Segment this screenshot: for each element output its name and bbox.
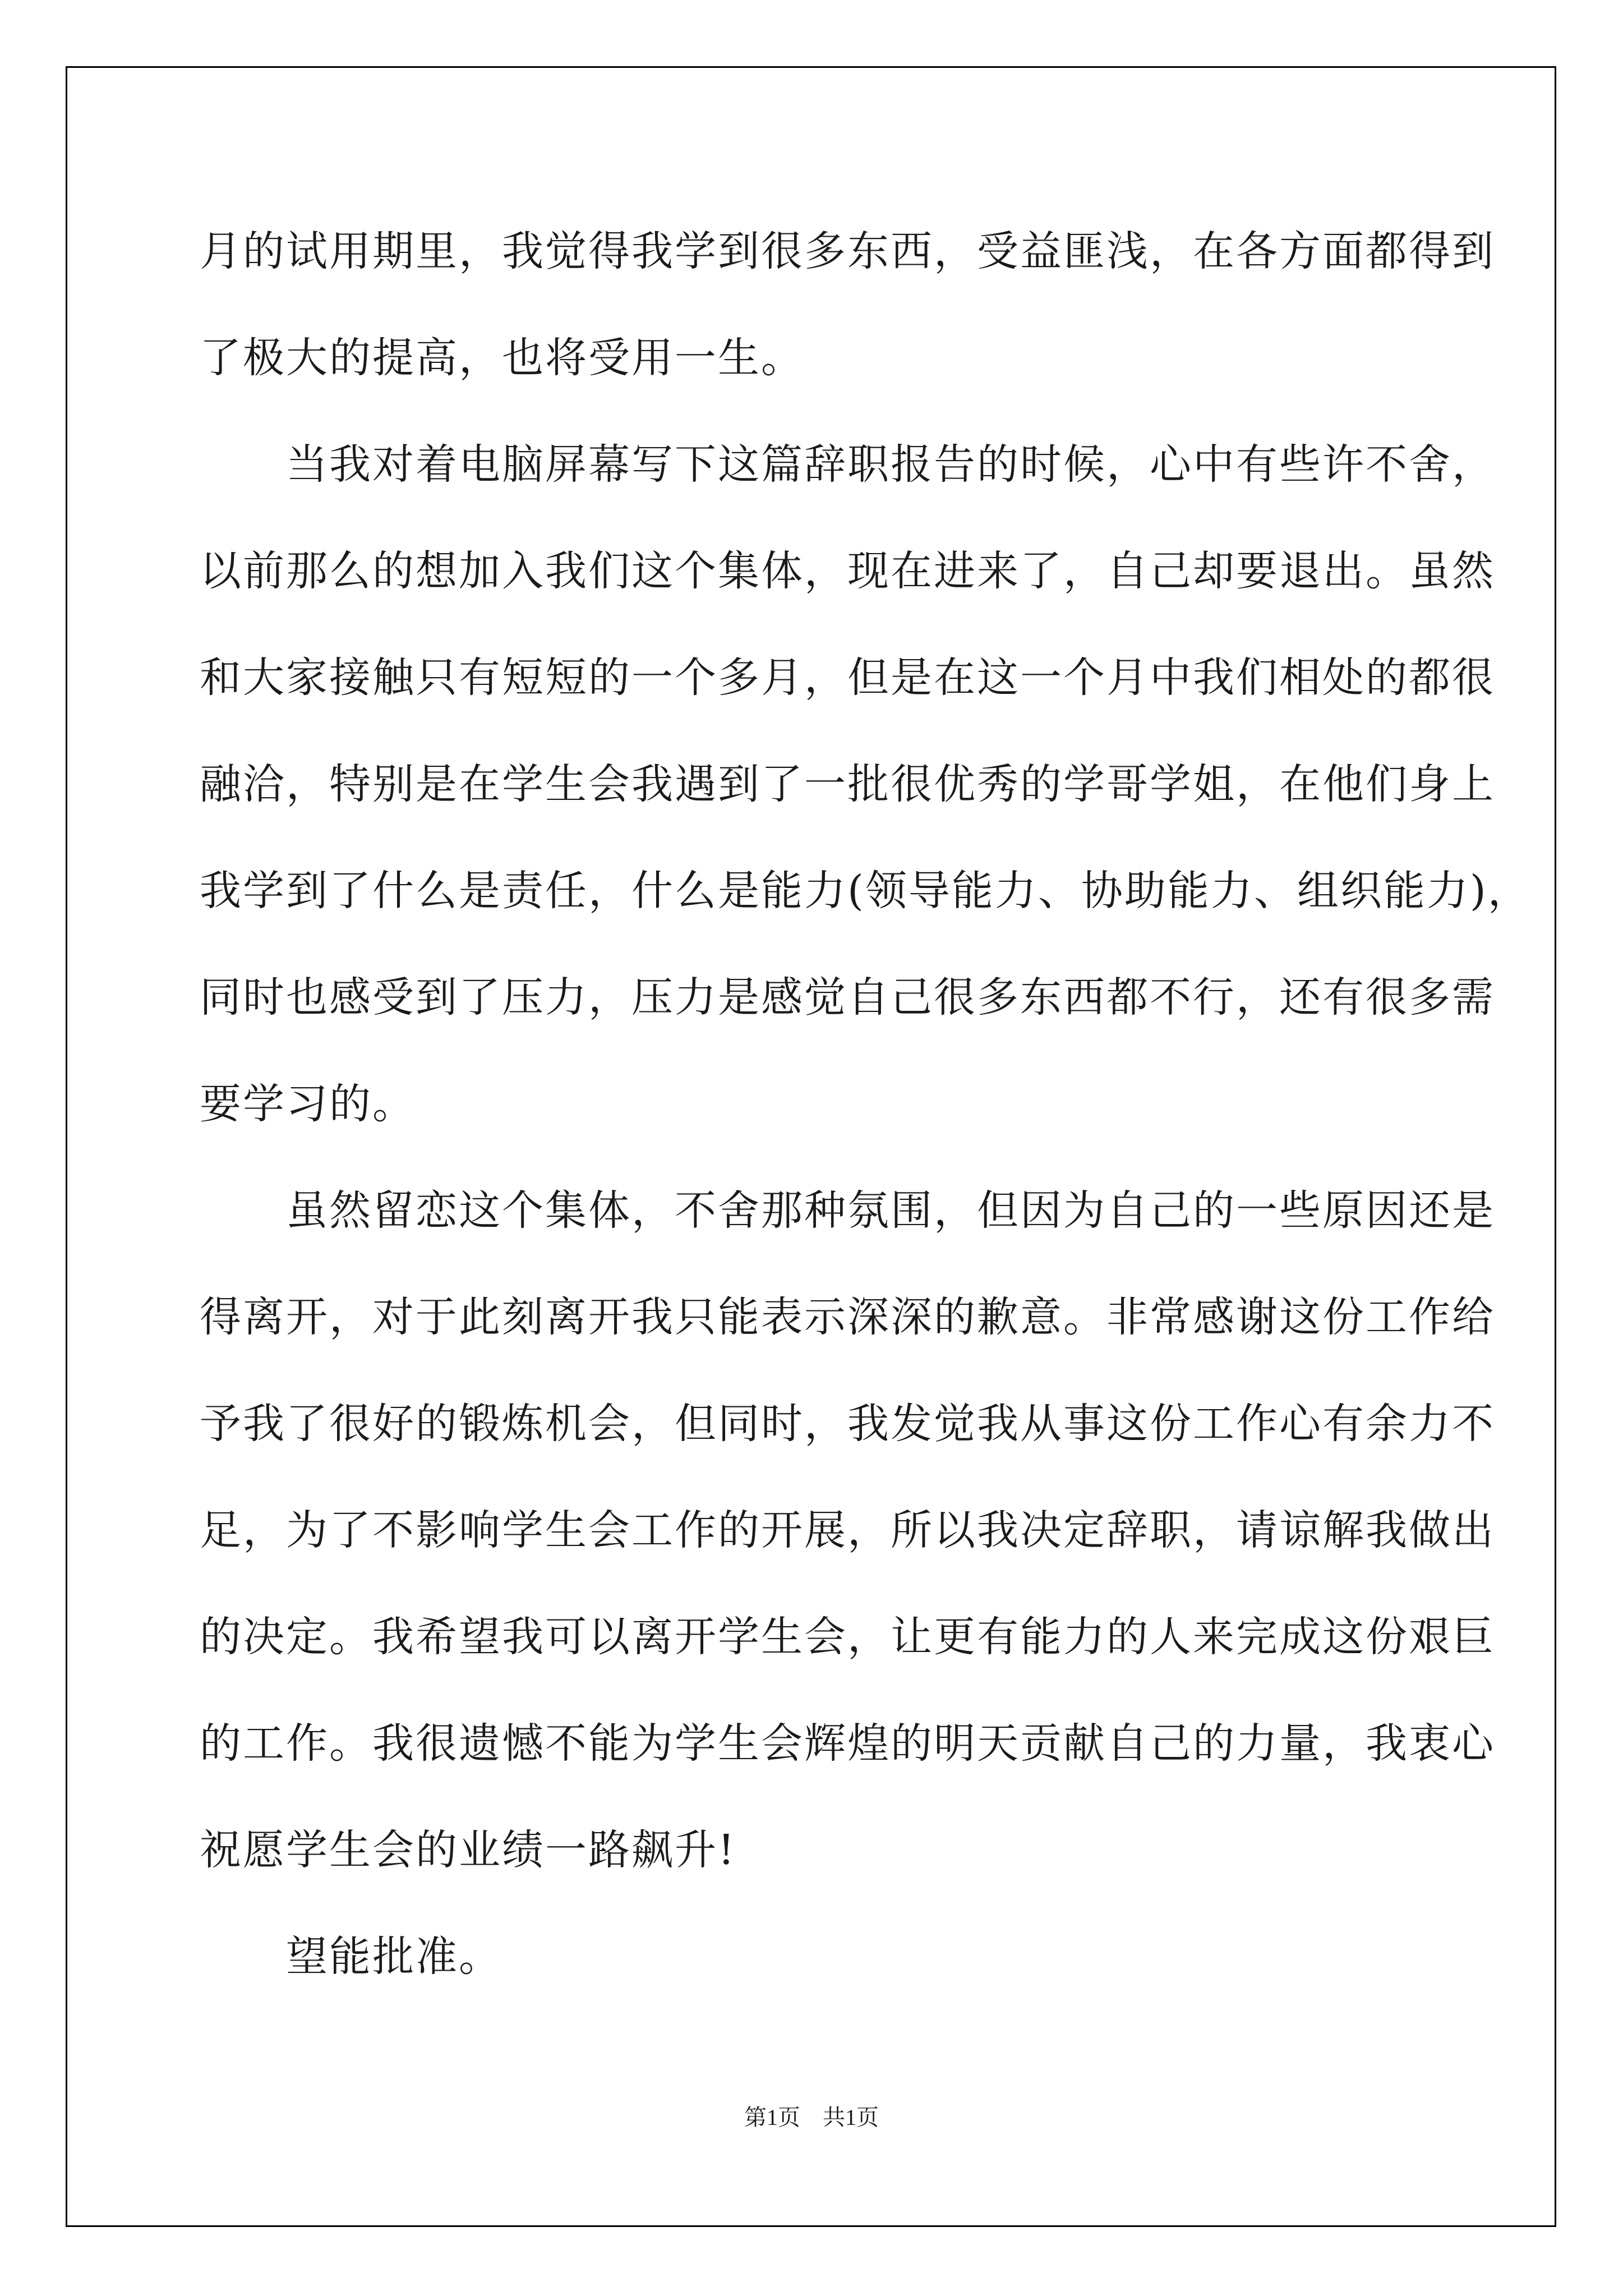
text-line: 祝愿学生会的业绩一路飙升! bbox=[200, 1826, 736, 1874]
text-line: 融洽，特别是在学生会我遇到了一批很优秀的学哥学姐，在他们身上 bbox=[200, 760, 1495, 808]
text-line: 同时也感受到了压力，压力是感觉自己很多东西都不行，还有很多需 bbox=[200, 973, 1495, 1022]
text-line: 和大家接触只有短短的一个多月，但是在这一个月中我们相处的都很 bbox=[200, 654, 1495, 702]
page-total: 共1页 bbox=[823, 2105, 879, 2130]
text-line: 月的试用期里，我觉得我学到很多东西，受益匪浅，在各方面都得到 bbox=[200, 227, 1495, 275]
text-line: 的决定。我希望我可以离开学生会，让更有能力的人来完成这份艰巨 bbox=[200, 1613, 1495, 1661]
text-line: 以前那么的想加入我们这个集体，现在进来了，自己却要退出。虽然 bbox=[200, 547, 1495, 595]
text-line: 虽然留恋这个集体，不舍那种氛围，但因为自己的一些原因还是 bbox=[200, 1186, 1495, 1235]
text-line: 予我了很好的锻炼机会，但同时，我发觉我从事这份工作心有余力不 bbox=[200, 1400, 1495, 1448]
text-line: 望能批准。 bbox=[200, 1932, 502, 1981]
page-border bbox=[66, 66, 1556, 2227]
text-line: 足，为了不影响学生会工作的开展，所以我决定辞职，请谅解我做出 bbox=[200, 1506, 1495, 1554]
text-line: 了极大的提高，也将受用一生。 bbox=[200, 334, 804, 382]
text-line: 的工作。我很遗憾不能为学生会辉煌的明天贡献自己的力量，我衷心 bbox=[200, 1719, 1495, 1768]
page-footer bbox=[0, 2104, 1623, 2132]
text-line: 我学到了什么是责任，什么是能力(领导能力、协助能力、组织能力)， bbox=[200, 867, 1531, 915]
text-line: 当我对着电脑屏幕写下这篇辞职报告的时候，心中有些许不舍， bbox=[200, 440, 1495, 489]
text-line: 得离开，对于此刻离开我只能表示深深的歉意。非常感谢这份工作给 bbox=[200, 1293, 1495, 1341]
text-line: 要学习的。 bbox=[200, 1080, 416, 1128]
page-number: 第1页 bbox=[744, 2105, 800, 2130]
